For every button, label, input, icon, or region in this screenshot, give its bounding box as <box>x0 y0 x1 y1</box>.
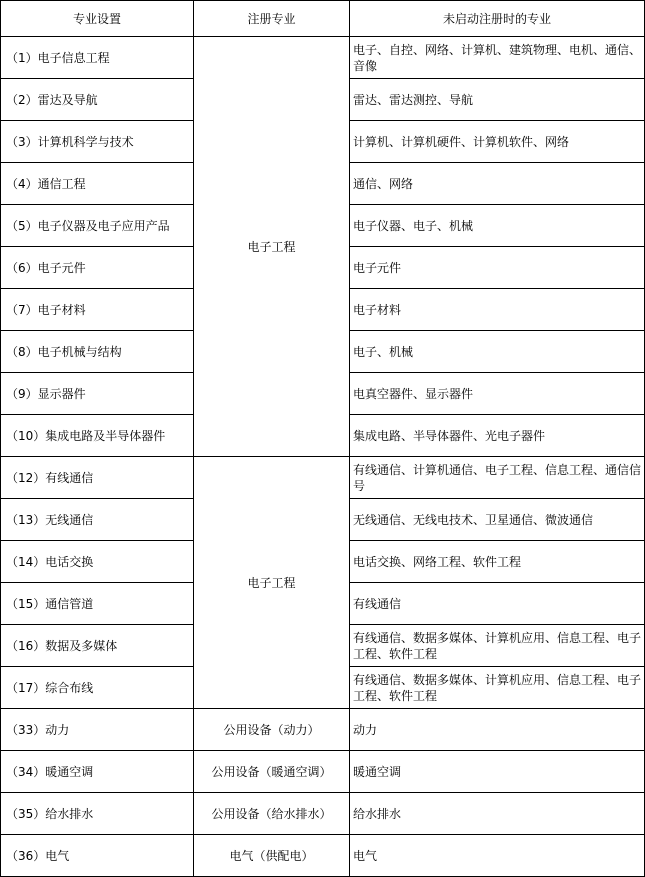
cell-legacy-specialty: 给水排水 <box>350 793 645 835</box>
cell-legacy-specialty: 通信、网络 <box>350 163 645 205</box>
cell-legacy-specialty: 集成电路、半导体器件、光电子器件 <box>350 415 645 457</box>
header-legacy-specialty: 未启动注册时的专业 <box>350 1 645 37</box>
cell-legacy-specialty: 雷达、雷达测控、导航 <box>350 79 645 121</box>
table-body <box>1 37 645 877</box>
cell-legacy-specialty: 计算机、计算机硬件、计算机软件、网络 <box>350 121 645 163</box>
cell-specialty-setting: （4）通信工程 <box>1 163 194 205</box>
cell-specialty-setting: （9）显示器件 <box>1 373 194 415</box>
cell-specialty-setting: （3）计算机科学与技术 <box>1 121 194 163</box>
cell-registered-specialty: 公用设备（暖通空调） <box>194 751 350 793</box>
cell-legacy-specialty: 有线通信、数据多媒体、计算机应用、信息工程、电子工程、软件工程 <box>350 625 645 667</box>
cell-specialty-setting: （15）通信管道 <box>1 583 194 625</box>
table-row <box>1 793 645 835</box>
cell-legacy-specialty: 暖通空调 <box>350 751 645 793</box>
header-specialty-setting: 专业设置 <box>1 1 194 37</box>
cell-legacy-specialty: 电子、机械 <box>350 331 645 373</box>
cell-legacy-specialty: 有线通信 <box>350 583 645 625</box>
header-registered-specialty: 注册专业 <box>194 1 350 37</box>
table-row <box>1 709 645 751</box>
table-header <box>1 1 645 37</box>
cell-specialty-setting: （7）电子材料 <box>1 289 194 331</box>
cell-legacy-specialty: 电子、自控、网络、计算机、建筑物理、电机、通信、音像 <box>350 37 645 79</box>
table-row <box>1 457 645 499</box>
cell-legacy-specialty: 电子仪器、电子、机械 <box>350 205 645 247</box>
table-row <box>1 37 645 79</box>
cell-specialty-setting: （14）电话交换 <box>1 541 194 583</box>
cell-registered-specialty: 公用设备（动力） <box>194 709 350 751</box>
cell-registered-specialty: 公用设备（给水排水） <box>194 793 350 835</box>
cell-legacy-specialty: 电子材料 <box>350 289 645 331</box>
cell-legacy-specialty: 电真空器件、显示器件 <box>350 373 645 415</box>
cell-legacy-specialty: 动力 <box>350 709 645 751</box>
cell-specialty-setting: （12）有线通信 <box>1 457 194 499</box>
cell-registered-specialty: 电子工程 <box>194 457 350 709</box>
cell-legacy-specialty: 电子元件 <box>350 247 645 289</box>
table-row <box>1 835 645 877</box>
cell-specialty-setting: （34）暖通空调 <box>1 751 194 793</box>
cell-specialty-setting: （13）无线通信 <box>1 499 194 541</box>
table-row <box>1 751 645 793</box>
cell-legacy-specialty: 无线通信、无线电技术、卫星通信、微波通信 <box>350 499 645 541</box>
cell-legacy-specialty: 有线通信、计算机通信、电子工程、信息工程、通信信号 <box>350 457 645 499</box>
cell-legacy-specialty: 有线通信、数据多媒体、计算机应用、信息工程、电子工程、软件工程 <box>350 667 645 709</box>
cell-registered-specialty: 电气（供配电） <box>194 835 350 877</box>
cell-specialty-setting: （10）集成电路及半导体器件 <box>1 415 194 457</box>
cell-specialty-setting: （1）电子信息工程 <box>1 37 194 79</box>
header-row <box>1 1 645 37</box>
cell-specialty-setting: （8）电子机械与结构 <box>1 331 194 373</box>
cell-specialty-setting: （36）电气 <box>1 835 194 877</box>
cell-specialty-setting: （5）电子仪器及电子应用产品 <box>1 205 194 247</box>
cell-specialty-setting: （35）给水排水 <box>1 793 194 835</box>
cell-specialty-setting: （2）雷达及导航 <box>1 79 194 121</box>
cell-specialty-setting: （17）综合布线 <box>1 667 194 709</box>
cell-specialty-setting: （6）电子元件 <box>1 247 194 289</box>
cell-specialty-setting: （16）数据及多媒体 <box>1 625 194 667</box>
cell-legacy-specialty: 电话交换、网络工程、软件工程 <box>350 541 645 583</box>
cell-legacy-specialty: 电气 <box>350 835 645 877</box>
cell-specialty-setting: （33）动力 <box>1 709 194 751</box>
cell-registered-specialty: 电子工程 <box>194 37 350 457</box>
